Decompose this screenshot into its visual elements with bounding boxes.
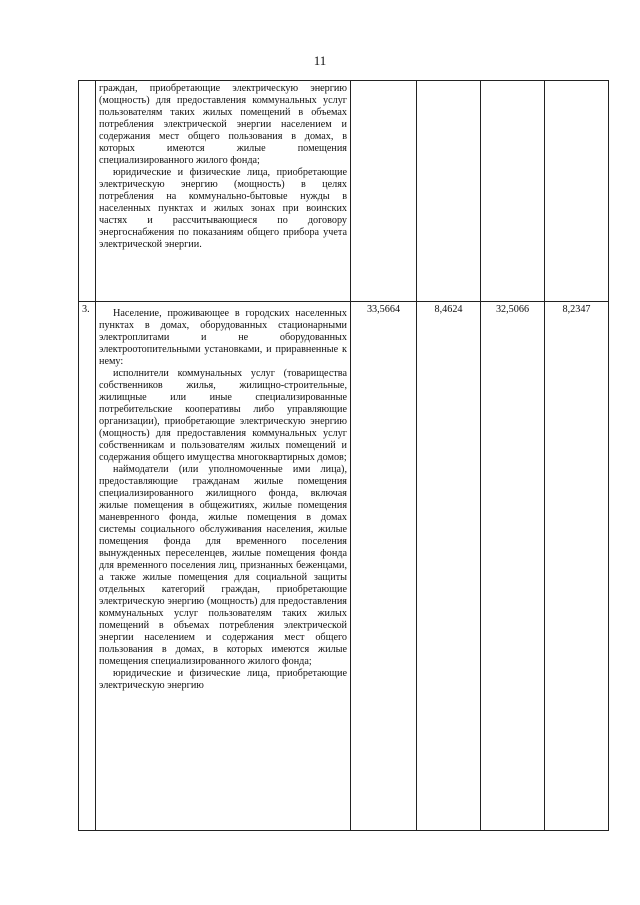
value-cell: 32,5066 bbox=[481, 302, 545, 831]
row-description bbox=[96, 302, 351, 831]
value-cell bbox=[481, 81, 545, 302]
description-paragraph: Население, проживающее в городских населенных пунктах в домах, оборудованных стационарными электроплитами и не оборудованных электроотопительными установками, и приравненные к нему: bbox=[99, 308, 347, 367]
value-cell: 8,2347 bbox=[545, 302, 609, 831]
row-number: 3. bbox=[79, 302, 96, 831]
value-cell bbox=[417, 81, 481, 302]
value-cell: 33,5664 bbox=[351, 302, 417, 831]
row-description bbox=[96, 81, 351, 302]
description-paragraph: наймодатели (или уполномоченные ими лица), предоставляющие гражданам жилые помещения специализированного жилищного фонда, включая жилые помещения в общежитиях, жилые помещения маневренного фонда, жилые помещения в домах системы социального обслуживания населения, жилые помещения фонда для временного поселения вынужденных переселенцев, жилые помещения фонда для временного поселения лиц, признанных беженцами, а также жилые помещения для социальной защиты отдельных категорий граждан, приобретающие электрическую энергию (мощность) для предоставления коммунальных услуг пользователям таких жилых помещений в объемах потребления электрической энергии населением и содержания мест общего пользования в домах, в которых имеются жилые помещения специализированного жилого фонда; bbox=[99, 464, 347, 667]
table-row-continued bbox=[79, 81, 609, 302]
value-cell bbox=[545, 81, 609, 302]
value-cell bbox=[351, 81, 417, 302]
value-cell: 8,4624 bbox=[417, 302, 481, 831]
row-number bbox=[79, 81, 96, 302]
description-paragraph: юридические и физические лица, приобретающие электрическую энергию bbox=[99, 668, 347, 691]
description-paragraph: юридические и физические лица, приобретающие электрическую энергию (мощность) в целях потребления на коммунально-бытовые нужды в населенных пунктах и жилых зонах при воинских частях и рассчитывающиеся по договору энергоснабжения по показаниям общего прибора учета электрической энергии. bbox=[99, 167, 347, 250]
description-paragraph: граждан, приобретающие электрическую энергию (мощность) для предоставления коммунальных услуг пользователям таких жилых помещений в объемах потребления электрической энергии населением и содержания мест общего пользования в домах, в которых имеются жилые помещения специализированного жилого фонда; bbox=[99, 83, 347, 166]
page-number: 11 bbox=[313, 53, 327, 68]
tariff-table bbox=[78, 80, 609, 831]
description-paragraph: исполнители коммунальных услуг (товарищества собственников жилья, жилищно-строительные, жилищные или иные специализированные потребительские кооперативы либо управляющие организации), приобретающие электрическую энергию (мощность) для предоставления коммунальных услуг собственникам и пользователям жилых помещений и содержания общего имущества многоквартирных домов; bbox=[99, 368, 347, 463]
table-row-3 bbox=[79, 302, 609, 831]
